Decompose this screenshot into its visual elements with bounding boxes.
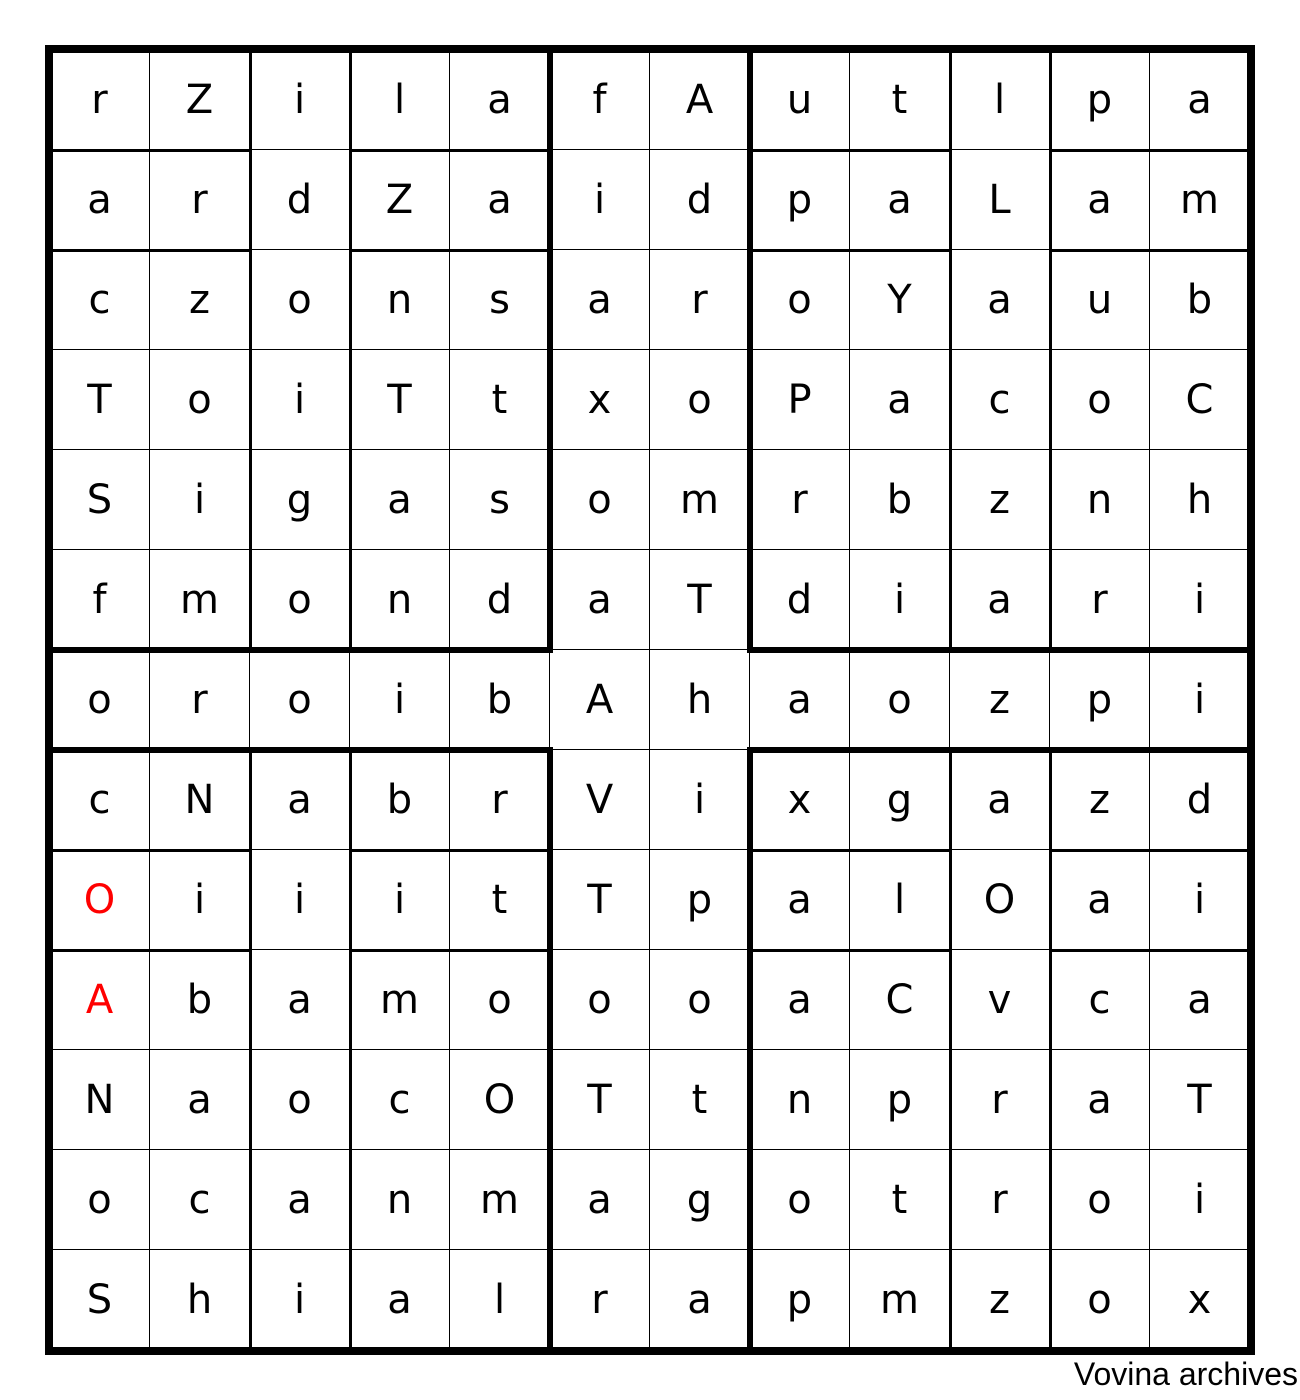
grid-cell[interactable]: C bbox=[1150, 350, 1250, 450]
grid-cell[interactable]: b bbox=[150, 950, 250, 1050]
grid-cell[interactable]: o bbox=[1050, 1250, 1150, 1350]
grid-cell[interactable]: p bbox=[650, 850, 750, 950]
grid-cell[interactable]: a bbox=[550, 1150, 650, 1250]
credit-label: Vovina archives bbox=[1073, 1356, 1298, 1392]
grid-cell[interactable]: r bbox=[650, 250, 750, 350]
region-border bbox=[949, 49, 952, 652]
grid-cell[interactable]: o bbox=[750, 1150, 850, 1250]
grid-cell[interactable]: S bbox=[50, 450, 150, 550]
grid-cell[interactable]: b bbox=[1150, 250, 1250, 350]
grid-cell[interactable]: p bbox=[750, 150, 850, 250]
grid-cell[interactable]: r bbox=[1050, 550, 1150, 650]
grid-cell[interactable]: b bbox=[450, 650, 550, 750]
region-border bbox=[49, 849, 252, 852]
grid-cell[interactable]: s bbox=[450, 450, 550, 550]
region-border bbox=[747, 747, 753, 1353]
grid-cell[interactable]: z bbox=[950, 1250, 1050, 1350]
grid-cell[interactable]: f bbox=[550, 50, 650, 150]
region-border bbox=[1049, 949, 1252, 952]
grid-cell[interactable]: i bbox=[350, 850, 450, 950]
grid-cell[interactable]: z bbox=[950, 450, 1050, 550]
grid-cell[interactable]: o bbox=[1050, 1150, 1150, 1250]
grid-cell[interactable]: a bbox=[250, 950, 350, 1050]
grid-cell[interactable]: a bbox=[950, 550, 1050, 650]
grid-cell[interactable]: a bbox=[550, 550, 650, 650]
region-border bbox=[349, 849, 552, 852]
region-border bbox=[1049, 49, 1052, 652]
grid-cell[interactable]: o bbox=[150, 350, 250, 450]
grid-cell[interactable]: m bbox=[150, 550, 250, 650]
grid-cell[interactable]: h bbox=[150, 1250, 250, 1350]
region-border bbox=[1049, 249, 1252, 252]
grid-cell[interactable]: O bbox=[450, 1050, 550, 1150]
grid-cell[interactable]: t bbox=[650, 1050, 750, 1150]
grid-cell[interactable]: t bbox=[450, 850, 550, 950]
region-border bbox=[749, 249, 952, 252]
grid-cell[interactable]: x bbox=[1150, 1250, 1250, 1350]
grid-cell[interactable]: m bbox=[1150, 150, 1250, 250]
region-border bbox=[249, 49, 252, 652]
grid-cell[interactable]: o bbox=[750, 250, 850, 350]
grid-cell[interactable]: a bbox=[1150, 950, 1250, 1050]
grid-cell[interactable]: d bbox=[750, 550, 850, 650]
grid-cell[interactable]: O bbox=[50, 850, 150, 950]
grid-cell[interactable]: N bbox=[150, 750, 250, 850]
region-border bbox=[1049, 849, 1252, 852]
grid-cell[interactable]: a bbox=[950, 750, 1050, 850]
grid-cell[interactable]: a bbox=[550, 250, 650, 350]
grid-cell[interactable]: g bbox=[650, 1150, 750, 1250]
grid-cell[interactable]: n bbox=[350, 250, 450, 350]
grid-cell[interactable]: s bbox=[450, 250, 550, 350]
grid-cell[interactable]: d bbox=[450, 550, 550, 650]
grid-cell[interactable]: r bbox=[150, 150, 250, 250]
grid-cell[interactable]: T bbox=[650, 550, 750, 650]
grid-cell[interactable]: n bbox=[350, 550, 450, 650]
grid-cell[interactable]: i bbox=[1150, 1150, 1250, 1250]
grid-cell[interactable]: a bbox=[850, 350, 950, 450]
grid-cell[interactable]: o bbox=[50, 650, 150, 750]
region-border bbox=[747, 47, 753, 653]
grid-cell[interactable]: c bbox=[1050, 950, 1150, 1050]
grid-cell[interactable]: o bbox=[50, 1150, 150, 1250]
grid-cell[interactable]: n bbox=[1050, 450, 1150, 550]
grid-cell[interactable]: V bbox=[550, 750, 650, 850]
grid-cell[interactable]: t bbox=[850, 50, 950, 150]
grid-cell[interactable]: c bbox=[150, 1150, 250, 1250]
grid-cell[interactable]: i bbox=[550, 150, 650, 250]
grid-cell[interactable]: P bbox=[750, 350, 850, 450]
grid-cell[interactable]: i bbox=[250, 350, 350, 450]
region-border bbox=[749, 849, 952, 852]
grid-cell[interactable]: p bbox=[850, 1050, 950, 1150]
region-border bbox=[547, 47, 553, 653]
region-border bbox=[749, 149, 952, 152]
grid-cell[interactable]: i bbox=[250, 1250, 350, 1350]
region-border bbox=[47, 747, 553, 753]
grid-cell[interactable]: a bbox=[1150, 50, 1250, 150]
grid-cell[interactable]: a bbox=[450, 50, 550, 150]
grid-cell[interactable]: h bbox=[1150, 450, 1250, 550]
grid-cell[interactable]: i bbox=[150, 450, 250, 550]
grid-cell[interactable]: A bbox=[550, 650, 650, 750]
region-border bbox=[349, 249, 552, 252]
grid-cell[interactable]: g bbox=[250, 450, 350, 550]
grid-cell[interactable]: r bbox=[950, 1050, 1050, 1150]
grid-cell[interactable]: T bbox=[550, 1050, 650, 1150]
region-border bbox=[949, 749, 952, 1352]
grid-cell[interactable]: b bbox=[850, 450, 950, 550]
region-border bbox=[547, 747, 553, 1353]
grid-cell[interactable]: f bbox=[50, 550, 150, 650]
grid-cell[interactable]: t bbox=[850, 1150, 950, 1250]
grid-cell[interactable]: r bbox=[50, 50, 150, 150]
grid-cell[interactable]: a bbox=[250, 750, 350, 850]
letter-grid bbox=[50, 50, 1250, 1350]
grid-cell[interactable]: o bbox=[650, 350, 750, 450]
region-border bbox=[747, 747, 1253, 753]
grid-cell[interactable]: A bbox=[650, 50, 750, 150]
grid-cell[interactable]: a bbox=[750, 650, 850, 750]
grid-cell[interactable]: T bbox=[550, 850, 650, 950]
grid-cell[interactable]: a bbox=[1050, 150, 1150, 250]
grid-cell[interactable]: p bbox=[1050, 650, 1150, 750]
grid-cell[interactable]: g bbox=[850, 750, 950, 850]
grid-cell[interactable]: S bbox=[50, 1250, 150, 1350]
grid-cell[interactable]: a bbox=[350, 1250, 450, 1350]
grid-cell[interactable]: o bbox=[650, 950, 750, 1050]
grid-cell[interactable]: c bbox=[350, 1050, 450, 1150]
grid-cell[interactable]: i bbox=[250, 50, 350, 150]
grid-cell[interactable]: u bbox=[750, 50, 850, 150]
grid-cell[interactable]: a bbox=[750, 850, 850, 950]
region-border bbox=[349, 149, 552, 152]
grid-cell[interactable]: a bbox=[850, 150, 950, 250]
grid-cell[interactable]: r bbox=[450, 750, 550, 850]
region-border bbox=[249, 749, 252, 1352]
grid-cell[interactable]: o bbox=[250, 1050, 350, 1150]
grid-cell[interactable]: o bbox=[850, 650, 950, 750]
grid-cell[interactable]: a bbox=[250, 1150, 350, 1250]
grid-cell[interactable]: b bbox=[350, 750, 450, 850]
region-border bbox=[1049, 149, 1252, 152]
grid-cell[interactable]: l bbox=[350, 50, 450, 150]
grid-cell[interactable]: a bbox=[150, 1050, 250, 1150]
grid-cell[interactable]: r bbox=[750, 450, 850, 550]
grid-cell[interactable]: l bbox=[950, 50, 1050, 150]
grid-cell[interactable]: d bbox=[1150, 750, 1250, 850]
grid-cell[interactable]: h bbox=[650, 650, 750, 750]
grid-cell[interactable]: a bbox=[1050, 850, 1150, 950]
grid-cell[interactable]: t bbox=[450, 350, 550, 450]
grid-cell[interactable]: i bbox=[150, 850, 250, 950]
grid-cell[interactable]: a bbox=[750, 950, 850, 1050]
region-border bbox=[349, 749, 352, 1352]
grid-cell[interactable]: o bbox=[250, 650, 350, 750]
grid-cell[interactable]: i bbox=[1150, 650, 1250, 750]
grid-cell[interactable]: i bbox=[850, 550, 950, 650]
grid-cell[interactable]: r bbox=[550, 1250, 650, 1350]
region-border bbox=[49, 949, 252, 952]
grid-cell[interactable]: m bbox=[850, 1250, 950, 1350]
region-border bbox=[749, 949, 952, 952]
grid-cell[interactable]: o bbox=[550, 950, 650, 1050]
grid-cell[interactable]: i bbox=[650, 750, 750, 850]
grid-cell[interactable]: z bbox=[950, 650, 1050, 750]
region-border bbox=[1049, 749, 1052, 1352]
grid-cell[interactable]: a bbox=[650, 1250, 750, 1350]
grid-cell[interactable]: Z bbox=[350, 150, 450, 250]
grid-cell[interactable]: n bbox=[350, 1150, 450, 1250]
grid-cell[interactable]: i bbox=[350, 650, 450, 750]
grid-cell[interactable]: A bbox=[50, 950, 150, 1050]
grid-cell[interactable]: T bbox=[1150, 1050, 1250, 1150]
grid-cell[interactable]: x bbox=[550, 350, 650, 450]
grid-cell[interactable]: i bbox=[1150, 550, 1250, 650]
grid-cell[interactable]: o bbox=[1050, 350, 1150, 450]
grid-cell[interactable]: T bbox=[50, 350, 150, 450]
grid-cell[interactable]: C bbox=[850, 950, 950, 1050]
grid-cell[interactable]: m bbox=[650, 450, 750, 550]
grid-cell[interactable]: O bbox=[950, 850, 1050, 950]
region-border bbox=[49, 249, 252, 252]
grid-cell[interactable]: u bbox=[1050, 250, 1150, 350]
grid-cell[interactable]: n bbox=[750, 1050, 850, 1150]
grid-cell[interactable]: Z bbox=[150, 50, 250, 150]
grid-cell[interactable]: p bbox=[1050, 50, 1150, 150]
grid-cell[interactable]: L bbox=[950, 150, 1050, 250]
grid-cell[interactable]: o bbox=[250, 550, 350, 650]
region-border bbox=[349, 49, 352, 652]
grid-cell[interactable]: o bbox=[550, 450, 650, 550]
grid-cell[interactable]: r bbox=[150, 650, 250, 750]
region-border bbox=[49, 149, 252, 152]
grid-cell[interactable]: z bbox=[1050, 750, 1150, 850]
grid-cell[interactable]: i bbox=[250, 850, 350, 950]
grid-cell[interactable]: p bbox=[750, 1250, 850, 1350]
grid-cell[interactable]: Y bbox=[850, 250, 950, 350]
grid-cell[interactable]: r bbox=[950, 1150, 1050, 1250]
grid-cell[interactable]: d bbox=[650, 150, 750, 250]
region-border bbox=[747, 647, 1253, 653]
grid-cell[interactable]: a bbox=[450, 150, 550, 250]
grid-cell[interactable]: T bbox=[350, 350, 450, 450]
grid-cell[interactable]: a bbox=[950, 250, 1050, 350]
grid-cell[interactable]: l bbox=[450, 1250, 550, 1350]
grid-cell[interactable]: d bbox=[250, 150, 350, 250]
grid-cell[interactable]: c bbox=[50, 750, 150, 850]
grid-cell[interactable]: c bbox=[50, 250, 150, 350]
grid-cell[interactable]: x bbox=[750, 750, 850, 850]
grid-cell[interactable]: a bbox=[350, 450, 450, 550]
grid-cell[interactable]: a bbox=[1050, 1050, 1150, 1150]
region-border bbox=[349, 949, 552, 952]
grid-cell[interactable]: m bbox=[350, 950, 450, 1050]
grid-cell[interactable]: c bbox=[950, 350, 1050, 450]
grid-cell[interactable]: o bbox=[450, 950, 550, 1050]
grid-cell[interactable]: o bbox=[250, 250, 350, 350]
grid-cell[interactable]: a bbox=[50, 150, 150, 250]
grid-cell[interactable]: i bbox=[1150, 850, 1250, 950]
grid-cell[interactable]: m bbox=[450, 1150, 550, 1250]
grid-cell[interactable]: l bbox=[850, 850, 950, 950]
region-border bbox=[47, 647, 553, 653]
grid-cell[interactable]: z bbox=[150, 250, 250, 350]
grid-cell[interactable]: v bbox=[950, 950, 1050, 1050]
grid-cell[interactable]: N bbox=[50, 1050, 150, 1150]
